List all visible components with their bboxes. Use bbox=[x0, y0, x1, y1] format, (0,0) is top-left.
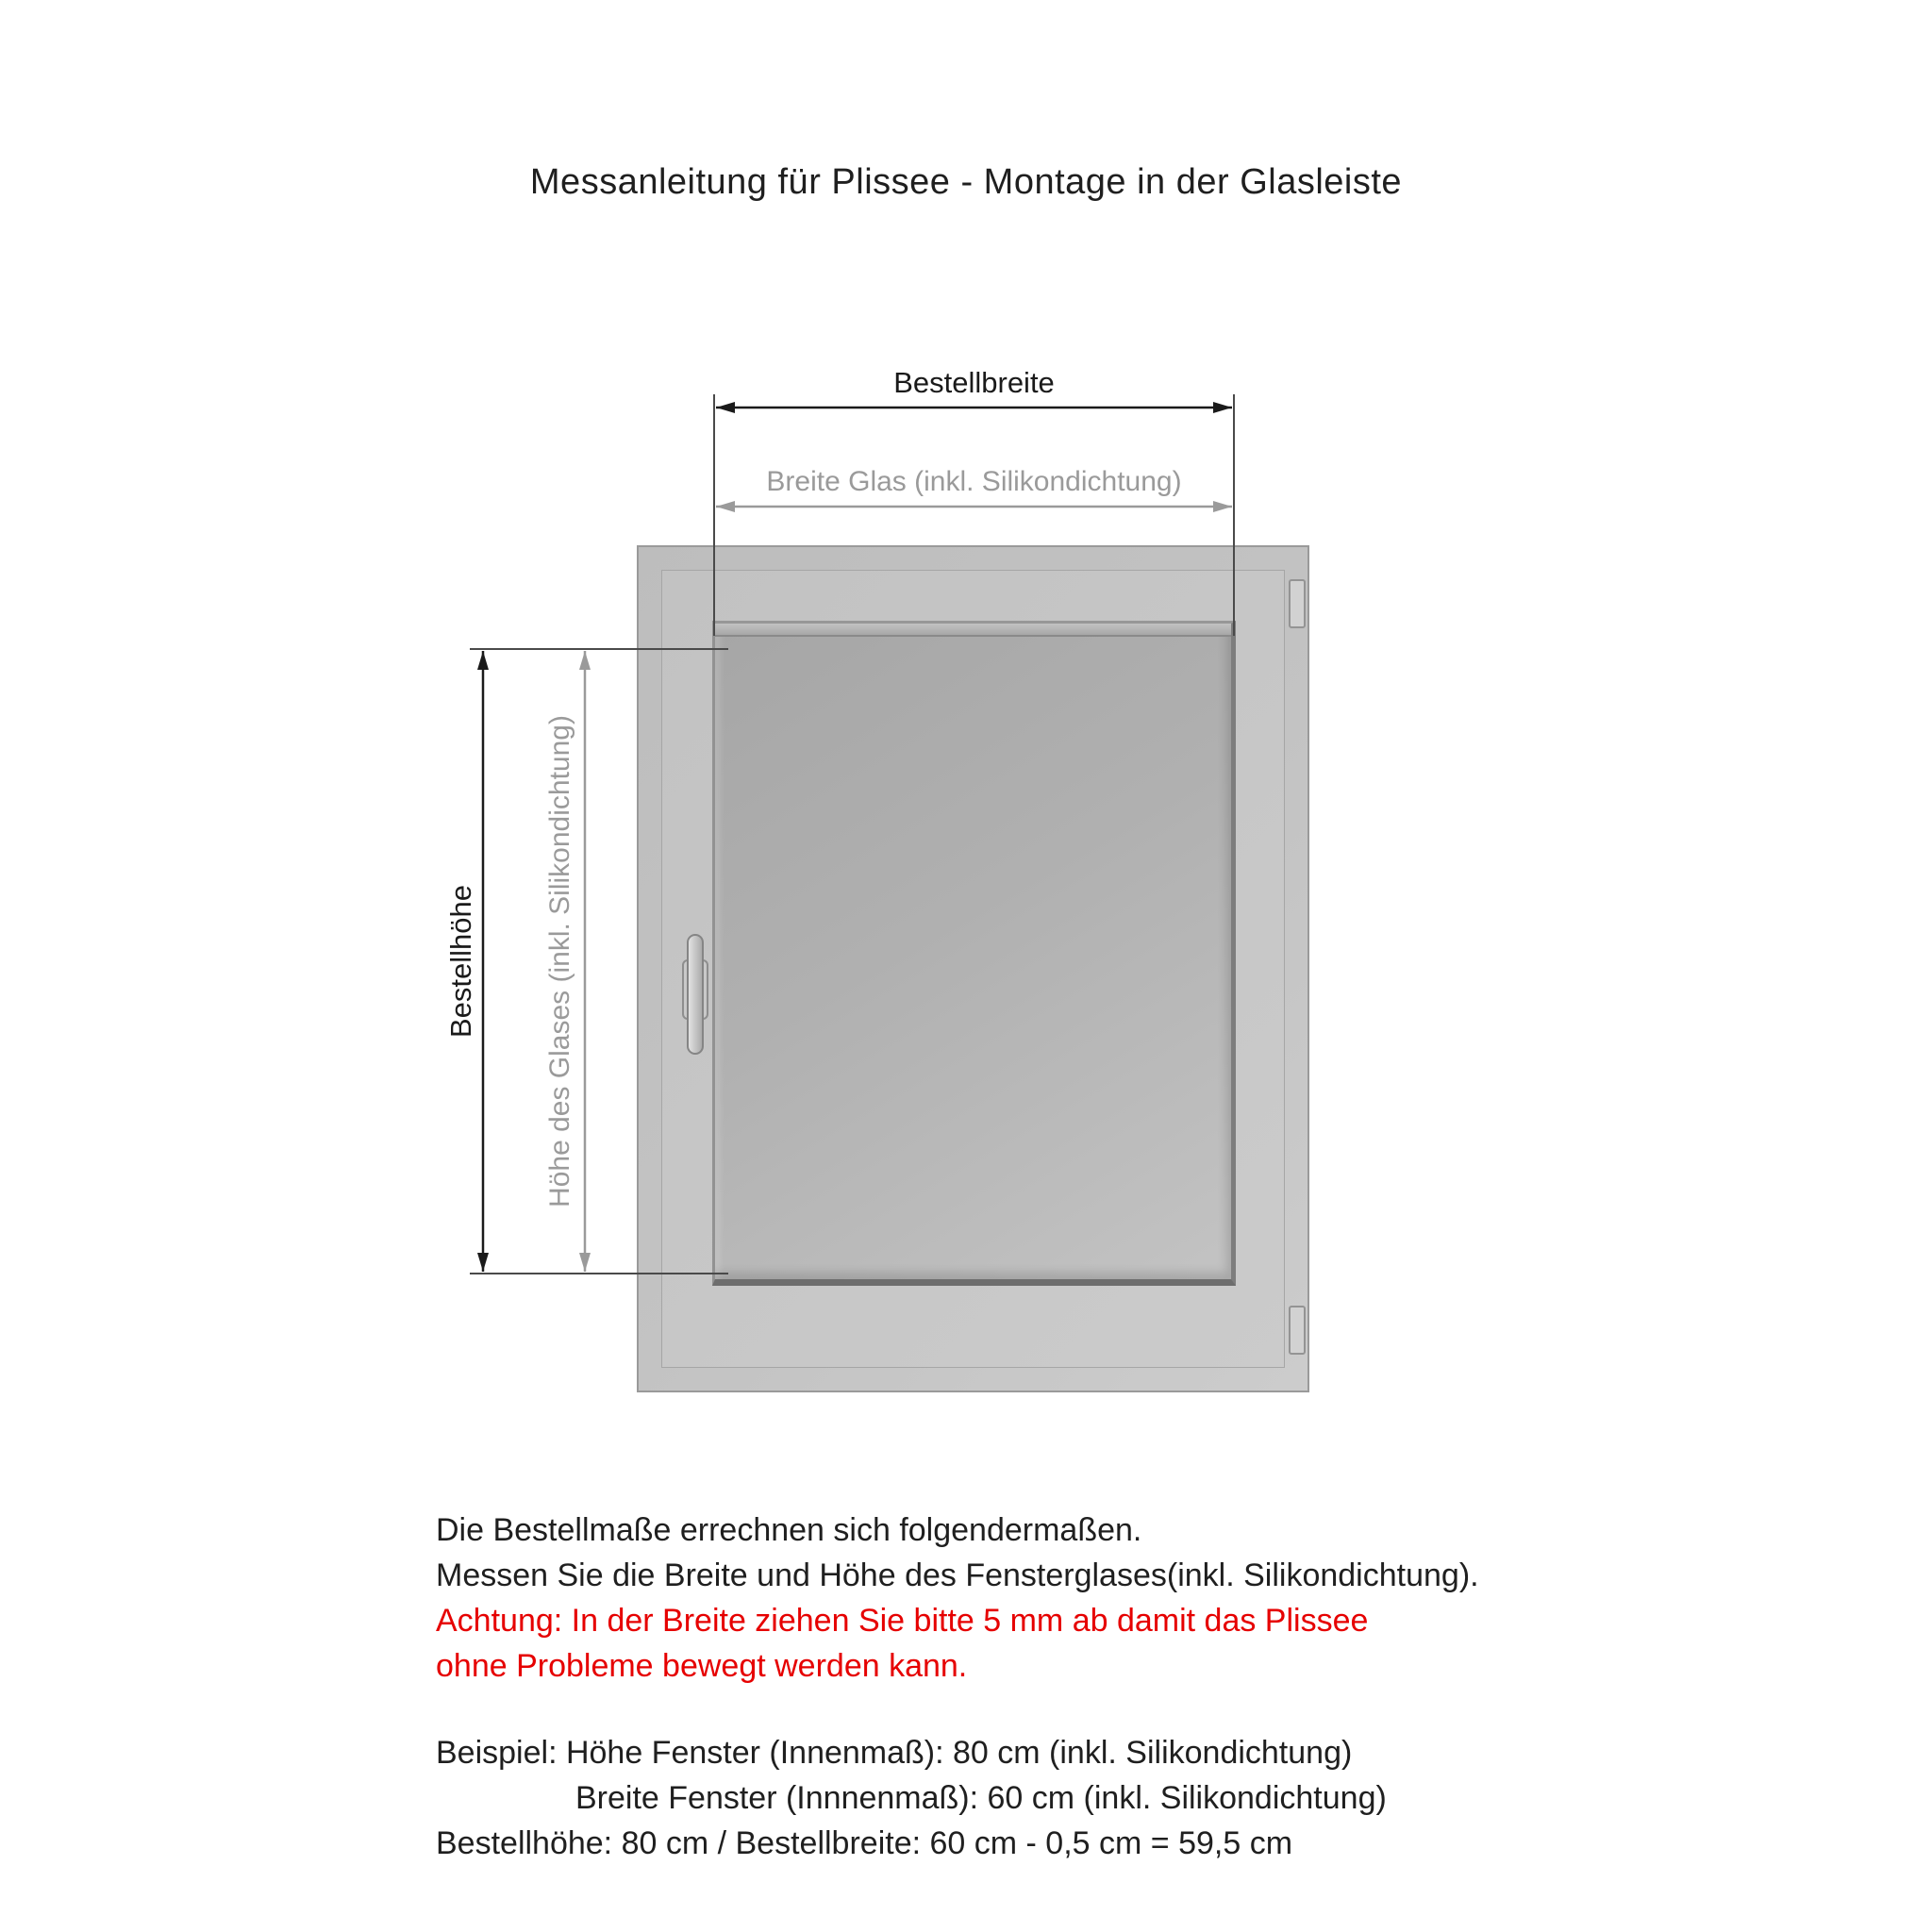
example-line-3: Bestellhöhe: 80 cm / Bestellbreite: 60 cm - 0,5 cm = 59,5 cm bbox=[436, 1825, 1293, 1861]
glass-width-label: Breite Glas (inkl. Silikondichtung) bbox=[766, 466, 1182, 497]
glass-height-label: Höhe des Glases (inkl. Silikondichtung) bbox=[544, 715, 575, 1208]
order-width-label: Bestellbreite bbox=[893, 366, 1055, 399]
example-block bbox=[436, 1730, 1624, 1866]
instructions-block bbox=[436, 1507, 1624, 1866]
plissee-top-rail bbox=[715, 624, 1231, 637]
instruction-line-1: Die Bestellmaße errechnen sich folgendermaßen. bbox=[436, 1512, 1142, 1548]
window-handle bbox=[687, 934, 704, 1055]
order-height-label: Bestellhöhe bbox=[444, 885, 477, 1039]
page-title: Messanleitung für Plissee - Montage in der Glasleiste bbox=[529, 162, 1403, 202]
example-line-1: Beispiel: Höhe Fenster (Innenmaß): 80 cm (inkl. Silikondichtung) bbox=[436, 1735, 1353, 1771]
window-hinge-top bbox=[1289, 579, 1306, 628]
warning-line-1: Achtung: In der Breite ziehen Sie bitte 5 mm ab damit das Plissee bbox=[436, 1603, 1369, 1639]
window-illustration bbox=[637, 545, 1309, 1392]
window-hinge-bottom bbox=[1289, 1306, 1306, 1355]
window-glass bbox=[712, 621, 1236, 1286]
example-line-2: Breite Fenster (Innnenmaß): 60 cm (inkl. Silikondichtung) bbox=[575, 1780, 1387, 1816]
instruction-line-2: Messen Sie die Breite und Höhe des Fensterglases(inkl. Silikondichtung). bbox=[436, 1557, 1479, 1593]
warning-line-2: ohne Probleme bewegt werden kann. bbox=[436, 1648, 968, 1684]
